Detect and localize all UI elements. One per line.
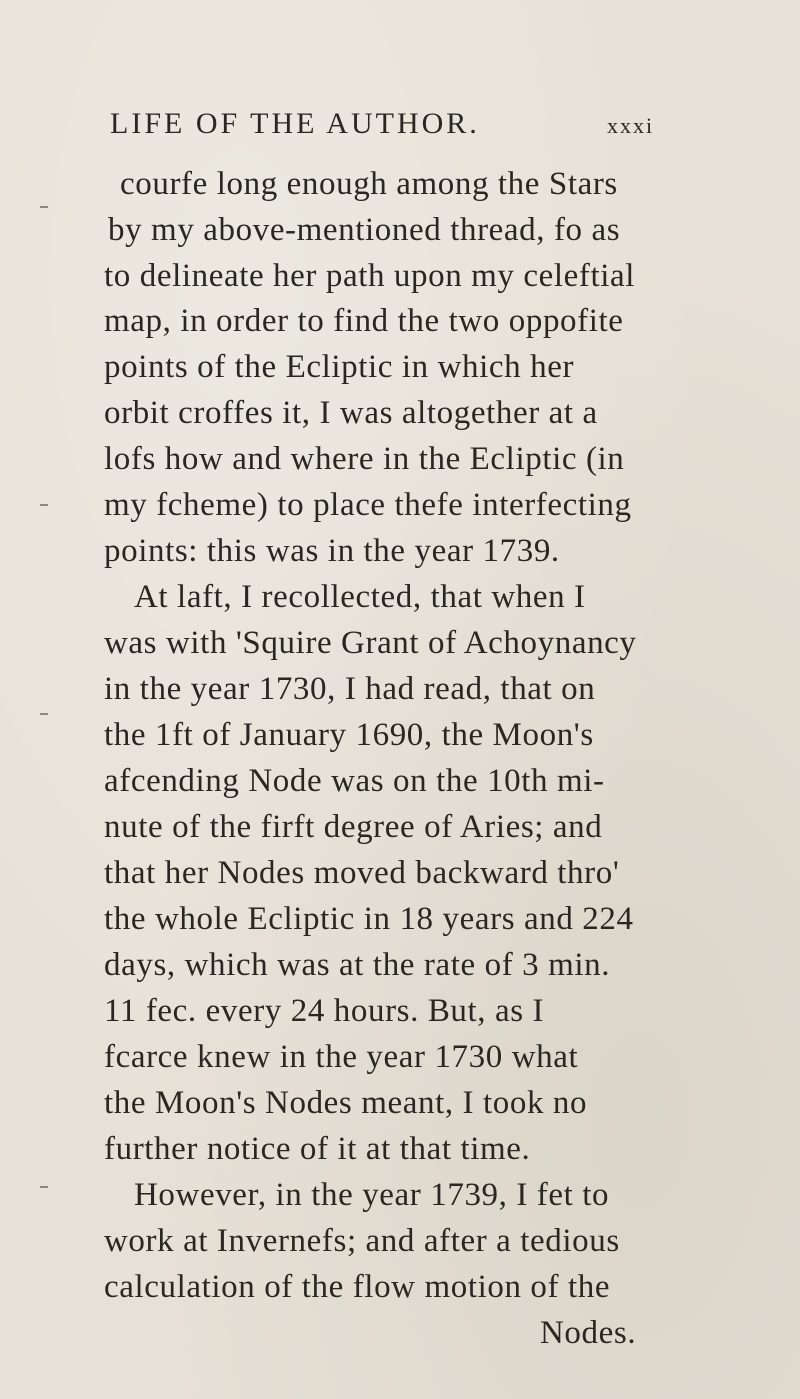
text-line-9: points: this was in the year 1739. <box>104 533 560 569</box>
text-line-14: afcending Node was on the 10th mi- <box>104 763 605 799</box>
text-line-18: days, which was at the rate of 3 min. <box>104 947 611 983</box>
text-line-12: in the year 1730, I had read, that on <box>104 671 596 707</box>
running-head-title: LIFE OF THE AUTHOR. <box>110 107 480 140</box>
text-line-6: orbit croffes it, I was altogether at a <box>104 395 598 431</box>
text-line-13: the 1ft of January 1690, the Moon's <box>104 717 594 753</box>
text-line-7: lofs how and where in the Ecliptic (in <box>104 441 625 477</box>
catchword: Nodes. <box>540 1315 637 1351</box>
text-line-24: work at Invernefs; and after a tedious <box>104 1223 620 1259</box>
text-line-3: to delineate her path upon my celeftial <box>104 258 636 294</box>
text-line-5: points of the Ecliptic in which her <box>104 349 575 385</box>
margin-mark <box>40 713 48 715</box>
text-line-1: courfe long enough among the Stars <box>120 166 618 202</box>
text-line-19: 11 fec. every 24 hours. But, as I <box>104 993 545 1029</box>
text-line-21: the Moon's Nodes meant, I took no <box>104 1085 588 1121</box>
text-line-8: my fcheme) to place thefe interfecting <box>104 487 632 523</box>
page-number: xxxi <box>607 113 655 138</box>
text-line-23: However, in the year 1739, I fet to <box>134 1177 610 1213</box>
text-line-16: that her Nodes moved backward thro' <box>104 855 620 891</box>
text-line-17: the whole Ecliptic in 18 years and 224 <box>104 901 634 937</box>
text-line-22: further notice of it at that time. <box>104 1131 531 1167</box>
text-line-25: calculation of the flow motion of the <box>104 1269 611 1305</box>
margin-mark <box>40 206 48 208</box>
margin-mark <box>40 504 48 506</box>
text-line-4: map, in order to find the two oppofite <box>104 303 624 339</box>
text-line-2: by my above-mentioned thread, fo as <box>108 212 621 248</box>
text-line-15: nute of the firft degree of Aries; and <box>104 809 603 845</box>
text-line-11: was with 'Squire Grant of Achoynancy <box>104 625 637 661</box>
text-line-10: At laft, I recollected, that when I <box>134 579 586 615</box>
text-line-20: fcarce knew in the year 1730 what <box>104 1039 579 1075</box>
margin-mark <box>40 1186 48 1188</box>
